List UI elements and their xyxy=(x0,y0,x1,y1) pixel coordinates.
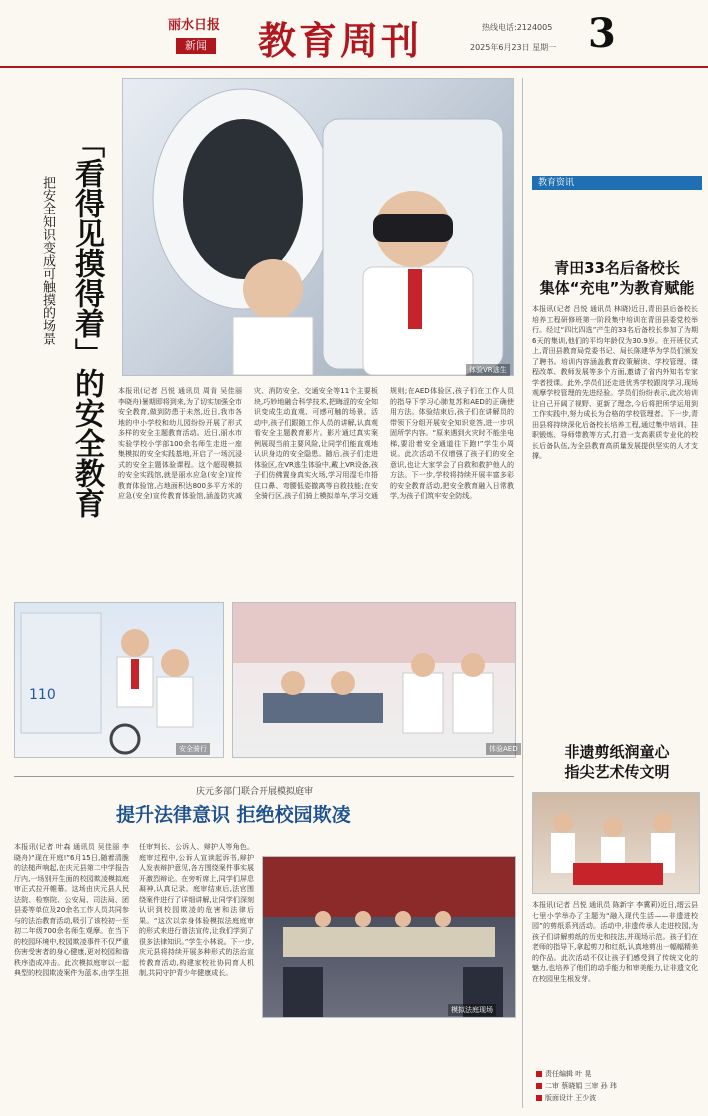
bullet-icon xyxy=(536,1083,542,1089)
section-label: 教育资讯 xyxy=(532,176,702,190)
bottom-kicker: 庆元多部门联合开展模拟庭审 xyxy=(196,787,314,797)
bottom-body-right xyxy=(262,1022,514,1108)
credit-editor: 责任编辑 叶 晃 xyxy=(545,1070,592,1078)
credit-design: 版面设计 王少波 xyxy=(545,1094,597,1102)
photo-caption: 安全骑行 xyxy=(176,743,210,755)
section-tag: 新闻 xyxy=(176,38,216,54)
divider xyxy=(14,776,514,777)
aed-training-photo xyxy=(232,602,516,758)
hotline-text: 热线电话:2124005 xyxy=(482,23,553,32)
column-divider xyxy=(522,78,523,1108)
page-number: 3 xyxy=(588,10,616,57)
bike-safety-photo xyxy=(14,602,224,758)
page-title: 教育周刊 xyxy=(258,18,423,63)
mock-trial-photo xyxy=(262,856,516,1018)
bullet-icon xyxy=(536,1095,542,1101)
bottom-headline: 提升法律意识 拒绝校园欺凌 xyxy=(116,804,351,826)
newspaper-logo: 丽水日报 xyxy=(168,18,221,33)
svg-text:110: 110 xyxy=(29,687,56,703)
paper-cutting-photo xyxy=(532,792,700,894)
photo-caption: 模拟法庭现场 xyxy=(448,1004,496,1016)
sidebar-headline-1a: 青田33名后备校长 xyxy=(554,259,680,277)
feature-body: 本报讯(记者 吕悦 通讯员 周肯 吴佳丽 李晓舟)暑期即将到来,为了切实加强全市安全教育,做到防患于未然,近日,我市各地的中小学校和幼儿园纷纷开展了形式多样的安全主题教育活动。近日,丽水市实验学校小学部100余名师生走进一座集模拟的安全实践基地,开启了一场沉浸式的安全主题体验课程。这个超现模拟的安全实践馆,就是丽水应急(安全)宣传教育体验馆,占地面积达800多平方米的应急(安全)宣传教育体验馆,涵盖防灾减灾、消防安全、交通安全等11个主要板块,巧妙地融合科学技术,把晦涩的安全知识变成生动直观、可感可触的场景。活动中,孩子们跟随工作人员的讲解,认真观看安全主题教育影片。影片通过真实案例展现当前主要风险,让同学们能直观地认识身边的安全隐患。随后,孩子们走进体验区,在VR逃生体验中,戴上VR设备,孩子们仿佛置身真实火场,学习用湿毛巾捂住口鼻、弯腰低姿撤离等自救技能;在安全骑行区,孩子们骑上模拟单车,学习交通规则;在AED体验区,孩子们在工作人员的指导下学习心肺复苏和AED的正确使用方法。体验结束后,孩子们在讲解员的带领下分组开展安全知识竞答,进一步巩固所学内容。“原来遇到火灾时不能坐电梯,要沿着安全通道往下跑!”学生小周说。此次活动不仅增强了孩子们的安全意识,也让大家学会了自救和救护他人的方法。下一步,学校将持续开展丰富多彩的安全教育活动,把安全教育融入日常教学,为孩子们筑牢安全防线。 xyxy=(118,387,514,500)
vr-experience-photo xyxy=(122,78,514,376)
sidebar-body-2: 本报讯(记者 吕悦 通讯员 陈新宇 李冀莉)近日,缙云县七里小学举办了主题为“融入现代生活——非遗进校园”的剪纸系列活动。活动中,非遗传承人走进校园,为孩子们讲解剪纸的历史和技法,并现场示范。孩子们在老师的指导下,拿起剪刀和红纸,认真地剪出一幅幅精美的作品。此次活动不仅让孩子们感受到了传统文化的魅力,也培养了他们的动手能力和审美能力,让非遗文化在校园里生根发芽。 xyxy=(532,901,698,983)
sidebar-headline-2a: 非遗剪纸润童心 xyxy=(564,743,670,761)
sidebar-headline-2b: 指尖艺术传文明 xyxy=(564,763,670,781)
credits xyxy=(536,1068,617,1104)
bullet-icon xyxy=(536,1071,542,1077)
masthead-rule xyxy=(0,66,708,68)
photo-caption: 体验VR逃生 xyxy=(466,364,510,376)
photo-caption: 体验AED xyxy=(486,743,521,755)
sidebar-headline-1b: 集体“充电”为教育赋能 xyxy=(539,279,695,297)
bottom-body-left: 本报讯(记者 叶森 通讯员 吴佳丽 李晓舟)“现在开庭!”6月15日,随着清脆的法槌声响起,在庆元县第二中学报告厅内,一场别开生面的校园欺凌模拟庭审正式拉开帷幕。这场由庆元县人民法院、检察院、公安局、司法局、团县委等单位及20余名工作人员共同参与的法治教育活动,吸引了该校初一至初二年级700余名师生观摩。在当下的校园环境中,校园欺凌事件不仅严重伤害受害者的身心健康,更对校园和谐秩序造成冲击。此次模拟庭审以一起典型的校园欺凌案件为蓝本,由学生担任审判长、公诉人、辩护人等角色。庭审过程中,公诉人宣读起诉书,辩护人发表辩护意见,各方围绕案件事实展开激烈辩论。在旁听席上,同学们屏息凝神,认真记录。庭审结束后,法官围绕案件进行了详细讲解,让同学们深刻认识到校园欺凌的危害和法律后果。“这次以亲身体验模拟法庭庭审的形式来进行普法宣传,让我们学到了很多法律知识。”学生小林说。下一步,庆元县将持续开展多种形式的法治宣传教育活动,构建家校社协同育人机制,共同守护青少年健康成长。 xyxy=(14,843,254,977)
feature-subheadline: 把安全知识变成可触摸的场景 xyxy=(40,176,55,345)
date-text: 2025年6月23日 星期一 xyxy=(470,43,557,52)
credit-review: 二审 蔡晓娟 三审 孙 玮 xyxy=(545,1082,617,1090)
sidebar-body-1: 本报讯(记者 吕悦 通讯员 林晓)近日,青田县后备校长培养工程研修班第一阶段集中培训在青田县委党校举行。经过“四比四选”产生的33名后备校长参加了为期6天的集训,他们的平均年龄仅为30.9岁。在开班仪式上,青田县教育局党委书记、局长陈建华为学员们颁发了聘书。培训内容涵盖教育政策解读、学校管理、课程改革、教师发展等多个方面,邀请了省内外知名专家学者授课。此外,学员们还走进优秀学校跟岗学习,现场观摩学校管理的先进经验。学员们纷纷表示,此次培训让自己开阔了视野、更新了理念,今后将把所学运用到工作实践中,努力成长为合格的学校管理者。下一步,青田县将持续深化后备校长培养工程,通过集中培训、挂职锻炼、导师带教等方式,打造一支高素质专业化的校长后备队伍,为全县教育高质量发展提供坚实的人才支撑。 xyxy=(532,305,698,460)
feature-headline: 「看得见摸得着」的安全教育 xyxy=(69,128,104,518)
